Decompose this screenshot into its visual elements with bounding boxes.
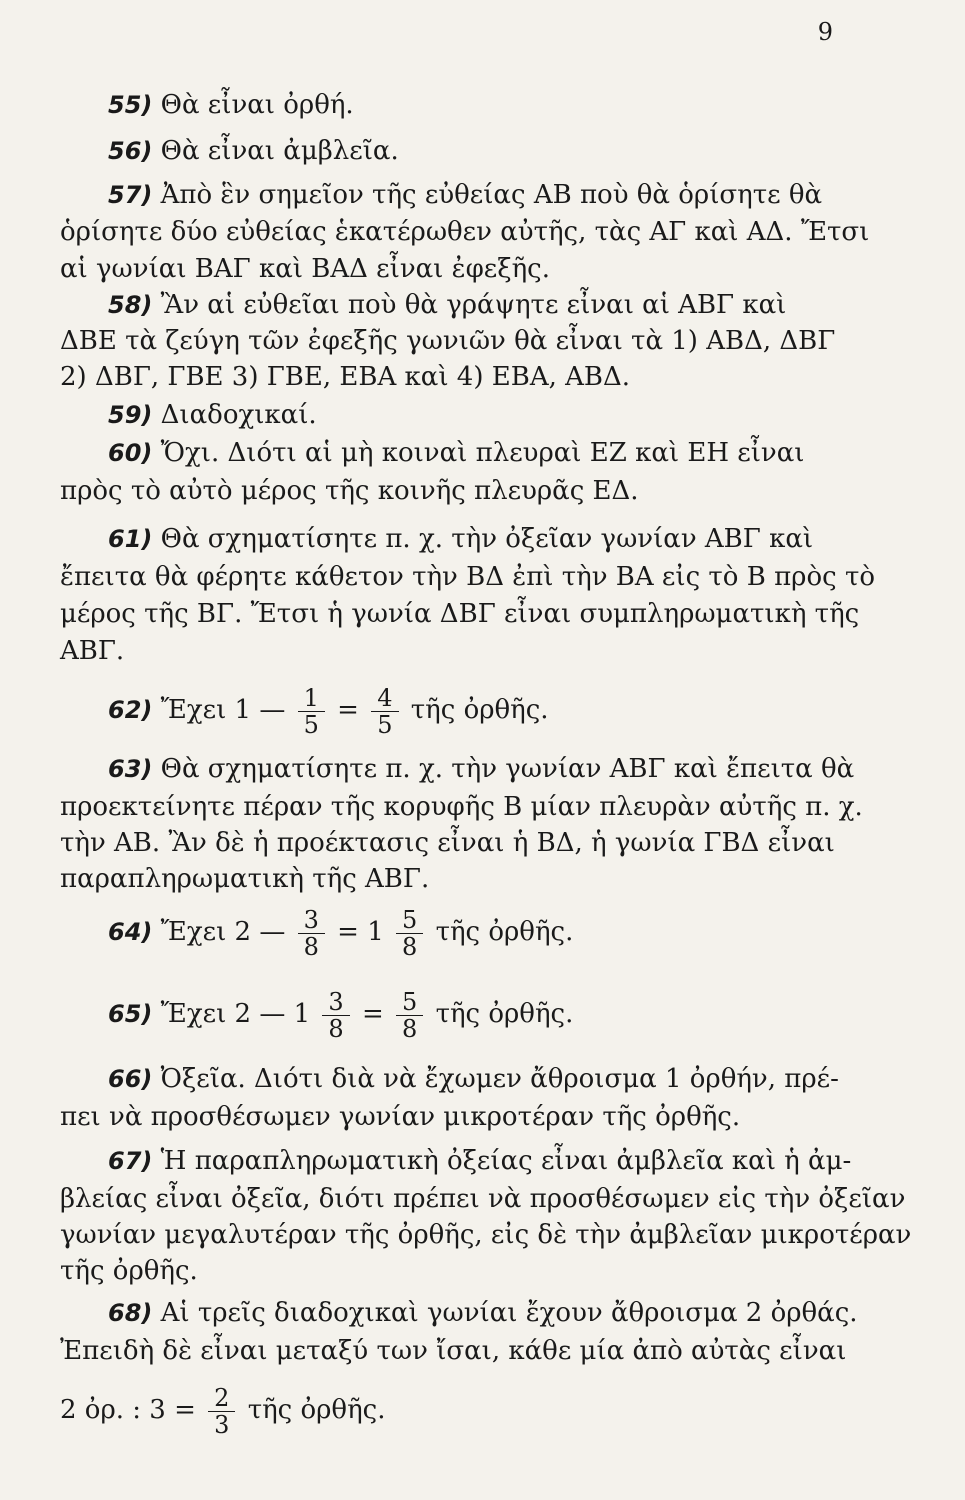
answer-63 (0, 752, 965, 786)
numerator: 2 (208, 1385, 235, 1412)
text-line: Διαδοχικαί. (160, 400, 317, 430)
item-number: 59) (108, 401, 153, 429)
text-line: ΑΒΓ. (60, 636, 125, 666)
answer-67 (0, 1144, 965, 1178)
fraction (208, 1385, 235, 1438)
text-line: Θὰ εἶναι ὀρθή. (160, 90, 354, 120)
expr-prefix: Ἔχει 1 — (160, 695, 286, 725)
text-line: ὁρίσητε δύο εὐθείας ἑκατέρωθεν αὐτῆς, τὰς ΑΓ καὶ ΑΔ. Ἔτσι (60, 217, 870, 247)
fraction (396, 907, 423, 960)
text-line: ΔΒΕ τὰ ζεύγη τῶν ἐφεξῆς γωνιῶν θὰ εἶναι τὰ 1) ΑΒΔ, ΔΒΓ (60, 326, 836, 356)
expr-prefix: 2 ὀρ. : 3 = (60, 1395, 196, 1425)
answer-60 (0, 436, 965, 470)
item-number: 61) (108, 525, 153, 553)
item-number: 68) (108, 1299, 153, 1327)
numerator: 3 (298, 907, 325, 934)
text-line: αἱ γωνίαι ΒΑΓ καὶ ΒΑΔ εἶναι ἐφεξῆς. (60, 254, 550, 284)
denominator: 5 (303, 710, 319, 739)
equals-sign: = (361, 999, 384, 1029)
text-line: γωνίαν μεγαλυτέραν τῆς ὀρθῆς, εἰς δὲ τὴν ἀμβλεῖαν μικροτέραν (60, 1220, 912, 1250)
answer-57 (0, 178, 965, 212)
text-line: Θὰ σχηματίσητε π. χ. τὴν γωνίαν ΑΒΓ καὶ ἔπειτα θὰ (160, 754, 855, 784)
text-line: Ἂν αἱ εὐθεῖαι ποὺ θὰ γράψητε εἶναι αἱ ΑΒΓ καὶ (160, 290, 787, 320)
answer-59 (0, 398, 965, 432)
denominator: 8 (328, 1014, 344, 1043)
fraction (396, 989, 423, 1042)
denominator: 3 (214, 1410, 230, 1439)
item-number: 56) (108, 137, 153, 165)
answer-55 (0, 88, 965, 122)
answer-62 (0, 680, 965, 740)
text-line: Θὰ εἶναι ἀμβλεῖα. (160, 136, 399, 166)
numerator: 3 (322, 989, 349, 1016)
text-line: παραπληρωματικὴ τῆς ΑΒΓ. (60, 864, 430, 894)
equals-sign: = (337, 695, 359, 725)
text-line: πει νὰ προσθέσωμεν γωνίαν μικροτέραν τῆς ὀρθῆς. (60, 1102, 741, 1132)
expr-suffix: τῆς ὀρθῆς. (435, 999, 574, 1029)
expr-suffix: τῆς ὀρθῆς. (435, 917, 574, 947)
equals-sign: = 1 (337, 917, 384, 947)
item-number: 66) (108, 1065, 153, 1093)
denominator: 8 (303, 932, 319, 961)
text-line: Ἡ παραπληρωματικὴ ὀξείας εἶναι ἀμβλεῖα καὶ ἡ ἀμ- (160, 1146, 852, 1176)
answer-66 (0, 1062, 965, 1096)
item-number: 64) (108, 918, 153, 946)
expr-prefix: Ἔχει 2 — (160, 917, 286, 947)
item-number: 57) (108, 181, 153, 209)
expr-prefix: Ἔχει 2 — 1 (160, 999, 311, 1029)
numerator: 5 (396, 989, 423, 1016)
denominator: 8 (402, 932, 418, 961)
text-line: πρὸς τὸ αὐτὸ μέρος τῆς κοινῆς πλευρᾶς ΕΔ. (60, 476, 639, 506)
text-line: μέρος τῆς ΒΓ. Ἔτσι ἡ γωνία ΔΒΓ εἶναι συμπληρωματικὴ τῆς (60, 599, 860, 629)
numerator: 5 (396, 907, 423, 934)
item-number: 55) (108, 91, 153, 119)
text-line: τὴν ΑΒ. Ἂν δὲ ἡ προέκτασις εἶναι ἡ ΒΔ, ἡ γωνία ΓΒΔ εἶναι (60, 828, 835, 858)
denominator: 5 (377, 710, 393, 739)
text-line: βλείας εἶναι ὀξεῖα, διότι πρέπει νὰ προσθέσωμεν εἰς τὴν ὀξεῖαν (60, 1184, 906, 1214)
answer-65 (0, 984, 965, 1044)
text-line: Αἱ τρεῖς διαδοχικαὶ γωνίαι ἔχουν ἄθροισμα 2 ὀρθάς. (160, 1298, 858, 1328)
denominator: 8 (402, 1014, 418, 1043)
fraction (322, 989, 349, 1042)
text-line: Ὄχι. Διότι αἱ μὴ κοιναὶ πλευραὶ ΕΖ καὶ ΕΗ εἶναι (160, 438, 805, 468)
text-line: τῆς ὀρθῆς. (60, 1256, 198, 1286)
page-number: 9 (817, 18, 833, 46)
numerator: 4 (371, 685, 398, 712)
answer-68-expression (0, 1380, 965, 1440)
answer-64 (0, 902, 965, 962)
item-number: 62) (108, 696, 153, 724)
item-number: 63) (108, 755, 153, 783)
fraction (298, 907, 325, 960)
item-number: 67) (108, 1147, 153, 1175)
item-number: 58) (108, 291, 153, 319)
item-number: 65) (108, 1000, 153, 1028)
text-line: Ὀξεῖα. Διότι διὰ νὰ ἔχωμεν ἄθροισμα 1 ὀρθήν, πρέ- (160, 1064, 839, 1094)
answer-68 (0, 1296, 965, 1330)
expr-suffix: τῆς ὀρθῆς. (247, 1395, 386, 1425)
text-line: προεκτείνητε πέραν τῆς κορυφῆς Β μίαν πλευρὰν αὐτῆς π. χ. (60, 792, 863, 822)
text-line: 2) ΔΒΓ, ΓΒΕ 3) ΓΒΕ, ΕΒΑ καὶ 4) ΕΒΑ, ΑΒΔ. (60, 362, 631, 392)
fraction (298, 685, 325, 738)
text-line: Θὰ σχηματίσητε π. χ. τὴν ὀξεῖαν γωνίαν ΑΒΓ καὶ (160, 524, 814, 554)
fraction (371, 685, 398, 738)
numerator: 1 (298, 685, 325, 712)
expr-suffix: τῆς ὀρθῆς. (410, 695, 549, 725)
text-line: ἔπειτα θὰ φέρητε κάθετον τὴν ΒΔ ἐπὶ τὴν ΒΑ εἰς τὸ Β πρὸς τὸ (60, 562, 875, 592)
item-number: 60) (108, 439, 153, 467)
text-line: Ἐπειδὴ δὲ εἶναι μεταξύ των ἴσαι, κάθε μία ἀπὸ αὐτὰς εἶναι (60, 1336, 847, 1366)
answer-58 (0, 288, 965, 322)
text-line: Ἀπὸ ἓν σημεῖον τῆς εὐθείας ΑΒ ποὺ θὰ ὁρίσητε θὰ (160, 180, 823, 210)
answer-61 (0, 522, 965, 556)
answer-56 (0, 134, 965, 168)
